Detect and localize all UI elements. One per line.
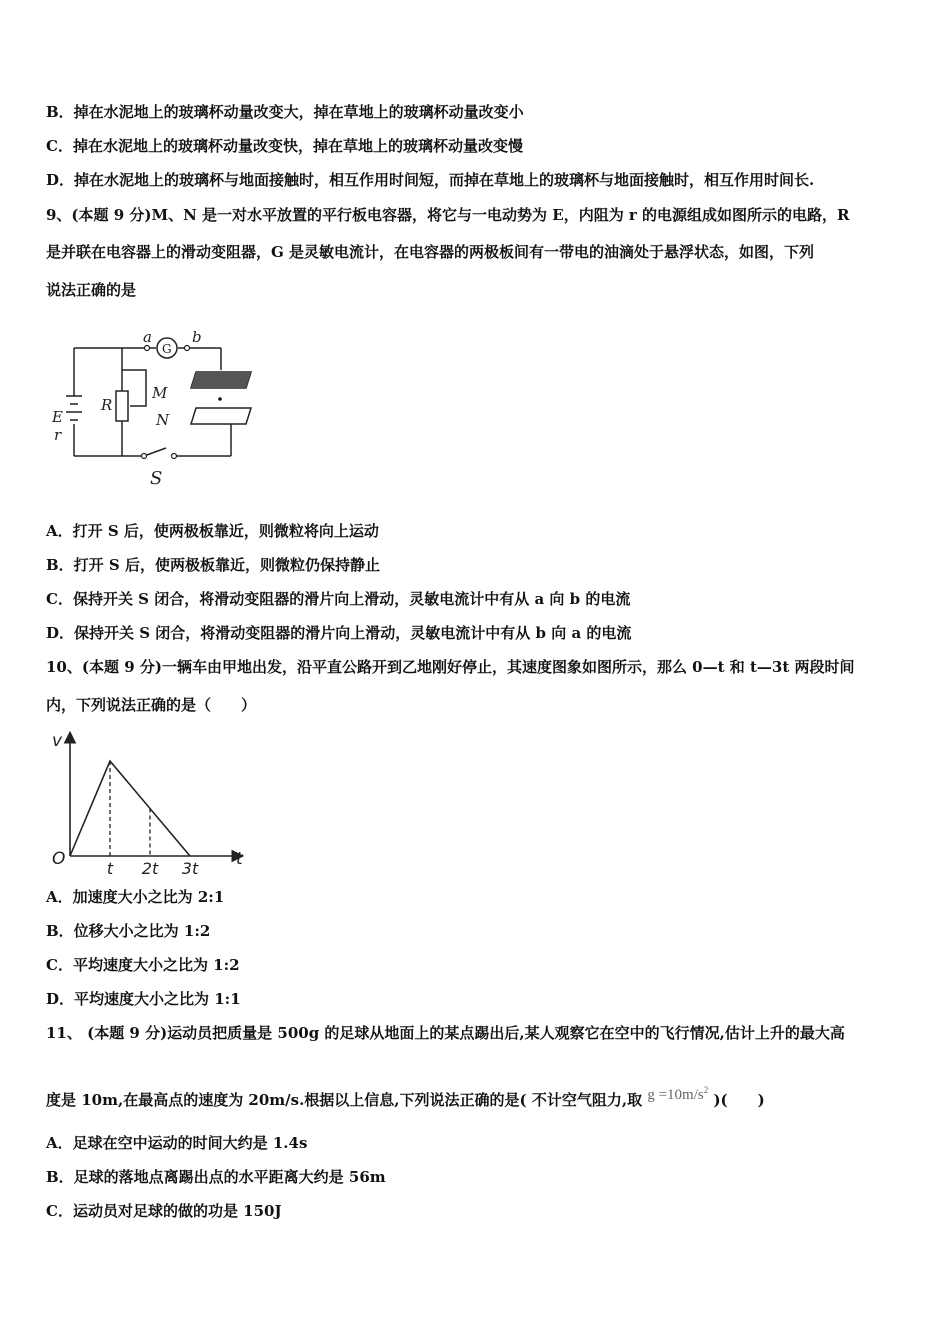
q9-label-a: a — [143, 328, 152, 346]
q11-stem-line-2-post: )( ) — [713, 1091, 765, 1109]
q11-stem-line-2 — [46, 1086, 765, 1111]
q10-x-tick-label-2: 2t — [141, 859, 159, 878]
q11-stem-line-1: 11、 (本题 9 分)运动员把质量是 500g 的足球从地面上的某点踢出后,某人观察它在空中的飞行情况,估计上升的最大高 — [46, 1024, 845, 1042]
q9-option-b: B．打开 S 后，使两极板靠近，则微粒仍保持静止 — [46, 556, 380, 574]
q9-label-g: G — [162, 342, 172, 356]
q11-stem-line-2-pre: 度是 10m,在最高点的速度为 20m/s.根据以上信息,下列说法正确的是( 不计空气阻力,取 — [46, 1091, 643, 1109]
q9-label-b: b — [192, 328, 202, 346]
q9-label-e: E — [52, 408, 63, 426]
q10-x-label: t — [236, 849, 243, 869]
q10-y-label: v — [52, 731, 63, 751]
q10-stem-line-2: 内，下列说法正确的是（ ） — [46, 696, 257, 714]
q9-option-a: A．打开 S 后，使两极板靠近，则微粒将向上运动 — [46, 522, 379, 540]
q9-stem-line-1: 9、(本题 9 分)M、N 是一对水平放置的平行板电容器，将它与一电动势为 E，内阻为 r 的电源组成如图所示的电路，R — [46, 206, 850, 224]
q10-option-c: C．平均速度大小之比为 1:2 — [46, 956, 240, 974]
q8-option-d: D．掉在水泥地上的玻璃杯与地面接触时，相互作用时间短，而掉在草地上的玻璃杯与地面接触时，相互作用时间长. — [46, 171, 815, 189]
q8-option-b: B．掉在水泥地上的玻璃杯动量改变大，掉在草地上的玻璃杯动量改变小 — [46, 103, 524, 121]
q11-option-c: C．运动员对足球的做的功是 150J — [46, 1202, 282, 1220]
q11-gravity-formula: $g =10m/s^2$ — [647, 1085, 709, 1103]
q10-option-b: B．位移大小之比为 1:2 — [46, 922, 211, 940]
q10-velocity-graph — [46, 726, 256, 878]
q9-option-c: C．保持开关 S 闭合，将滑动变阻器的滑片向上滑动，灵敏电流计中有从 a 向 b 的电流 — [46, 590, 631, 608]
q11-option-a: A．足球在空中运动的时间大约是 1.4s — [46, 1134, 308, 1152]
q9-label-internal-r: r — [54, 426, 62, 444]
q9-label-s: S — [150, 468, 163, 489]
q9-label-m: M — [152, 384, 168, 402]
q9-option-d: D．保持开关 S 闭合，将滑动变阻器的滑片向上滑动，灵敏电流计中有从 b 向 a 的电流 — [46, 624, 632, 642]
q10-stem-line-1: 10、(本题 9 分)一辆车由甲地出发，沿平直公路开到乙地刚好停止，其速度图象如图所示，那么 0—t 和 t—3t 两段时间 — [46, 658, 855, 676]
q10-option-a: A．加速度大小之比为 2:1 — [46, 888, 225, 906]
q9-label-r: R — [101, 396, 113, 414]
q10-x-tick-label-3: 3t — [181, 859, 199, 878]
q9-circuit-figure — [46, 326, 261, 491]
q11-option-b: B．足球的落地点离踢出点的水平距离大约是 56m — [46, 1168, 386, 1186]
q10-x-tick-label-1: t — [106, 859, 114, 878]
q10-option-d: D．平均速度大小之比为 1:1 — [46, 990, 241, 1008]
q9-stem-line-3: 说法正确的是 — [46, 281, 137, 299]
q8-option-c: C．掉在水泥地上的玻璃杯动量改变快，掉在草地上的玻璃杯动量改变慢 — [46, 137, 523, 155]
q10-origin-label: O — [52, 849, 66, 869]
q10-velocity-line — [70, 761, 190, 856]
q9-label-n: N — [156, 411, 170, 429]
q9-stem-line-2: 是并联在电容器上的滑动变阻器，G 是灵敏电流计，在电容器的两极板间有一带电的油滴处于悬浮状态，如图，下列 — [46, 243, 815, 261]
